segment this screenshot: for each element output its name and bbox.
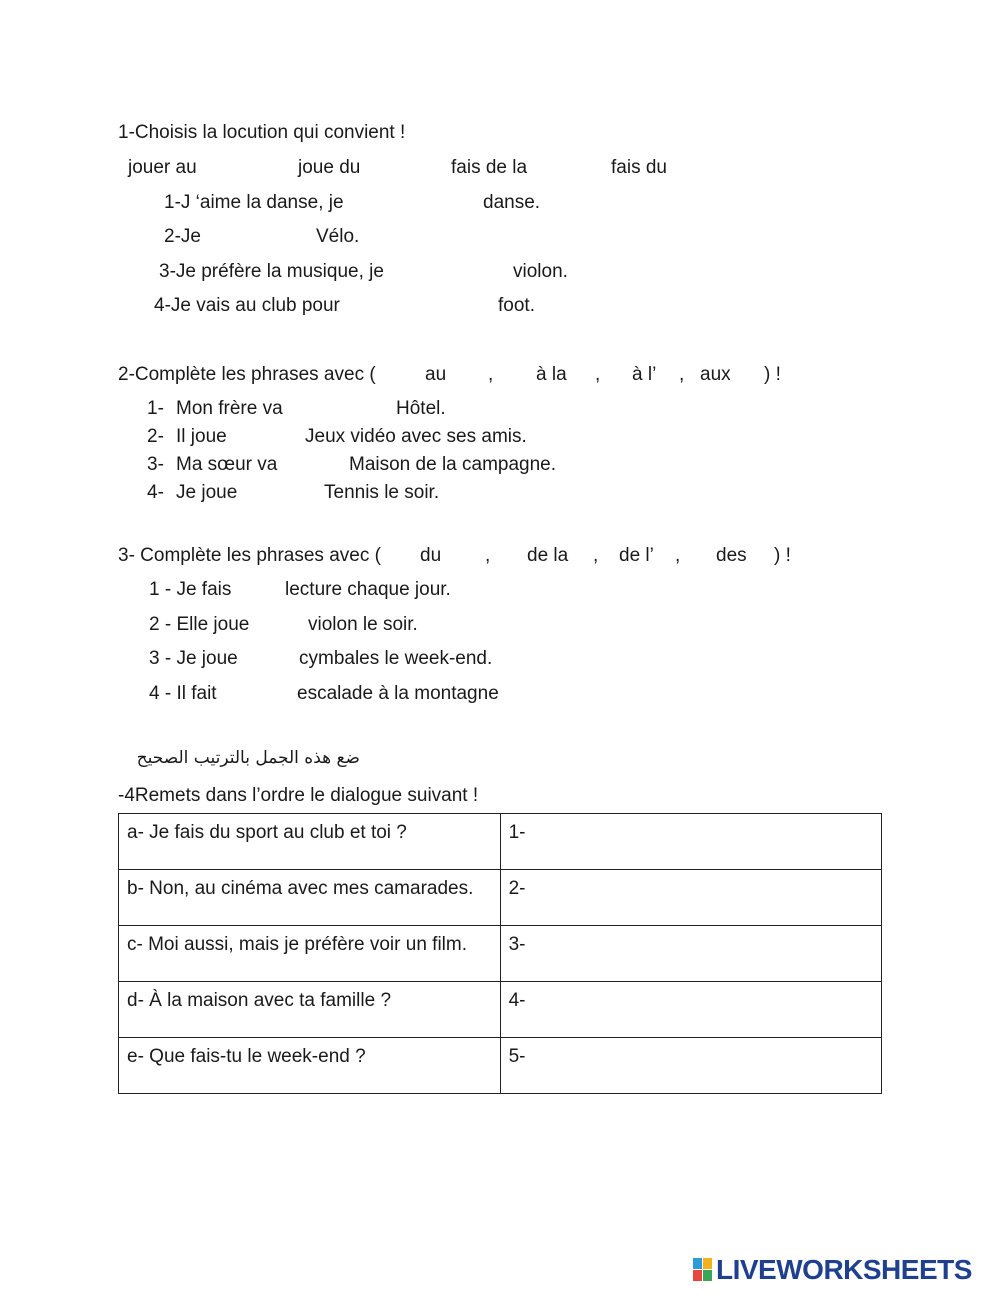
liveworksheets-logo-text: LIVEWORKSHEETS [716, 1254, 972, 1285]
dialogue-table [118, 813, 882, 1094]
ex3-comma-3: , [675, 545, 681, 566]
table-row [119, 870, 882, 926]
ex1-option-2: joue du [298, 157, 361, 178]
table-row [119, 1038, 882, 1094]
ex3-option-3: de l’ [619, 545, 654, 566]
ex1-item-4-end: foot. [498, 295, 535, 316]
ex3-comma-1: , [485, 545, 491, 566]
ex3-item-3-end: cymbales le week-end. [299, 648, 493, 669]
ex1-option-1: jouer au [128, 157, 197, 178]
ex2-item-2-num: 2- [147, 426, 164, 447]
ex2-item-4-end: Tennis le soir. [324, 482, 440, 503]
ex2-title-start: 2-Complète les phrases avec ( [118, 364, 376, 385]
ex1-item-3-start: 3-Je préfère la musique, je [159, 261, 384, 282]
ex3-title-start: 3- Complète les phrases avec ( [118, 545, 381, 566]
order-cell[interactable]: 5- [500, 1038, 881, 1094]
order-cell[interactable]: 4- [500, 982, 881, 1038]
ex3-option-2: de la [527, 545, 569, 566]
ex2-item-4-start: Je joue [176, 482, 238, 503]
ex2-item-3-end: Maison de la campagne. [349, 454, 557, 475]
ex2-option-1: au [425, 364, 447, 385]
ex3-item-2-start: 2 - Elle joue [149, 614, 250, 635]
order-cell[interactable]: 1- [500, 814, 881, 870]
ex2-comma-1: , [488, 364, 494, 385]
ex3-option-4: des [716, 545, 747, 566]
ex2-comma-2: , [595, 364, 601, 385]
ex3-item-3-start: 3 - Je joue [149, 648, 238, 669]
ex1-title: 1-Choisis la locution qui convient ! [118, 122, 406, 143]
table-row [119, 926, 882, 982]
order-cell[interactable]: 2- [500, 870, 881, 926]
liveworksheets-logo [693, 1256, 972, 1284]
dialogue-line: e- Que fais-tu le week-end ? [119, 1038, 501, 1094]
ex2-item-2-start: Il joue [176, 426, 227, 447]
ex4-title: -4Remets dans l’ordre le dialogue suivant ! [118, 785, 479, 806]
order-cell[interactable]: 3- [500, 926, 881, 982]
ex2-title-end: ) ! [764, 364, 781, 385]
ex3-item-1-end: lecture chaque jour. [285, 579, 451, 600]
ex1-item-4-start: 4-Je vais au club pour [154, 295, 340, 316]
dialogue-line: a- Je fais du sport au club et toi ? [119, 814, 501, 870]
ex2-option-3: à l’ [632, 364, 657, 385]
ex3-item-1-start: 1 - Je fais [149, 579, 232, 600]
ex2-item-3-num: 3- [147, 454, 164, 475]
dialogue-line: c- Moi aussi, mais je préfère voir un film. [119, 926, 501, 982]
ex3-item-4-end: escalade à la montagne [297, 683, 499, 704]
ex2-item-1-start: Mon frère va [176, 398, 283, 419]
ex2-option-4: aux [700, 364, 731, 385]
ex2-item-3-start: Ma sœur va [176, 454, 278, 475]
ex2-item-2-end: Jeux vidéo avec ses amis. [305, 426, 527, 447]
ex1-item-3-end: violon. [513, 261, 568, 282]
ex3-item-4-start: 4 - Il fait [149, 683, 217, 704]
ex2-comma-3: , [679, 364, 685, 385]
ex3-comma-2: , [593, 545, 599, 566]
ex2-item-4-num: 4- [147, 482, 164, 503]
ex3-title-end: ) ! [774, 545, 791, 566]
table-row [119, 814, 882, 870]
ex2-item-1-end: Hôtel. [396, 398, 446, 419]
ex1-item-1-end: danse. [483, 192, 541, 213]
dialogue-line: b- Non, au cinéma avec mes camarades. [119, 870, 501, 926]
ex1-item-2-start: 2-Je [164, 226, 201, 247]
ex3-item-2-end: violon le soir. [308, 614, 418, 635]
ex1-item-1-start: 1-J ‘aime la danse, je [164, 192, 344, 213]
ex4-arabic-instruction: ضع هذه الجمل بالترتيب الصحيح [136, 748, 360, 768]
ex1-option-4: fais du [611, 157, 667, 178]
ex1-option-3: fais de la [451, 157, 528, 178]
table-row [119, 982, 882, 1038]
liveworksheets-logo-icon [693, 1258, 713, 1282]
dialogue-line: d- À la maison avec ta famille ? [119, 982, 501, 1038]
ex1-item-2-end: Vélo. [316, 226, 360, 247]
ex2-item-1-num: 1- [147, 398, 164, 419]
ex2-option-2: à la [536, 364, 567, 385]
ex3-option-1: du [420, 545, 442, 566]
